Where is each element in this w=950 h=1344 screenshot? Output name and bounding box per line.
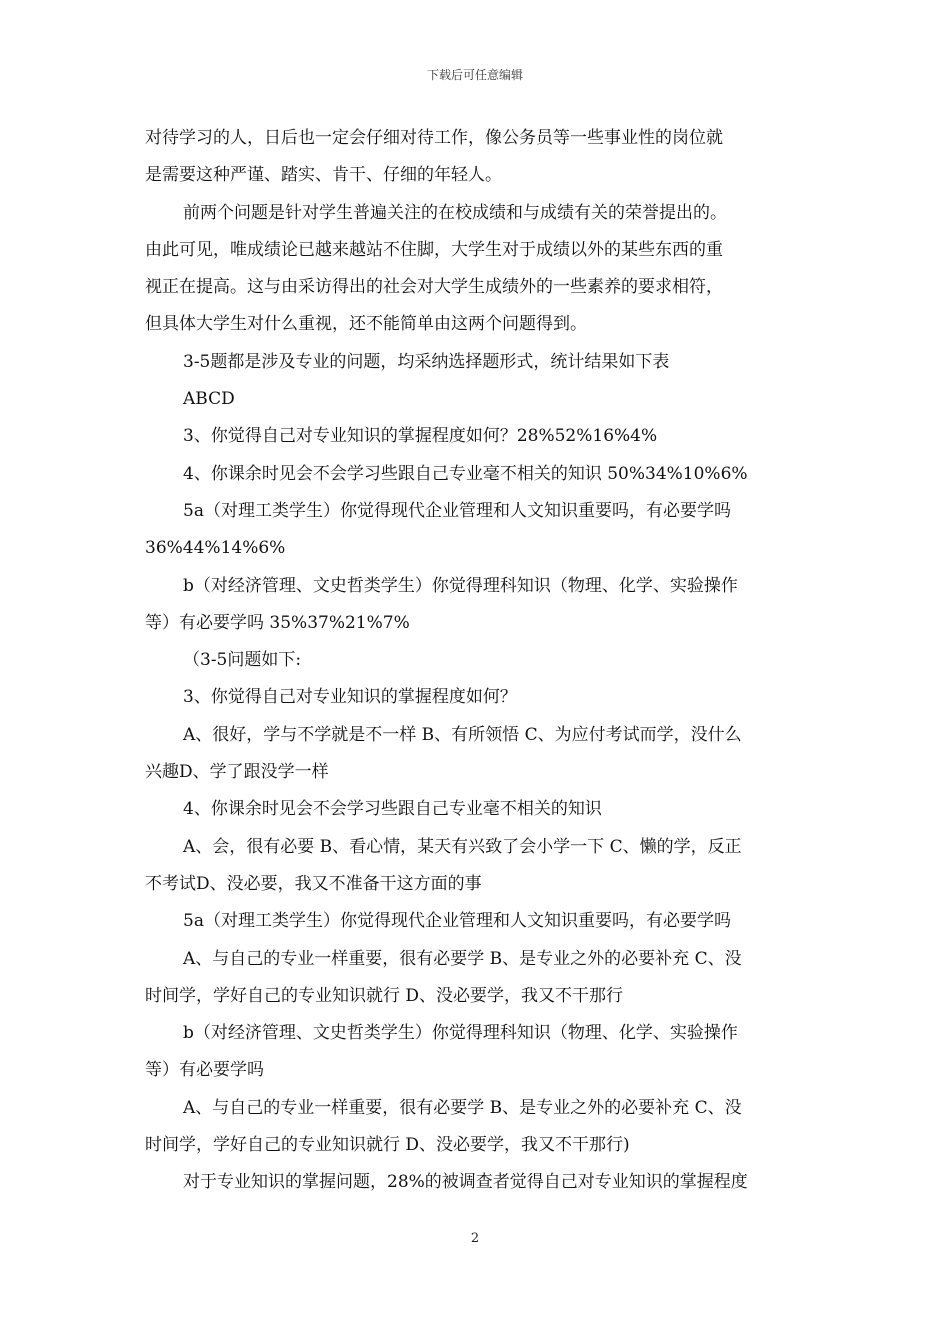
text-line: 由此可见，唯成绩论已越来越站不住脚，大学生对于成绩以外的某些东西的重 — [145, 239, 723, 260]
text-line: 视正在提高。这与由采访得出的社会对大学生成绩外的一些素养的要求相符， — [145, 277, 723, 298]
text-line: 是需要这种严谨、踏实、肯干、仔细的年轻人。 — [145, 165, 502, 186]
page-header: 下载后可任意编辑 — [426, 68, 523, 82]
text-line: 兴趣D、学了跟没学一样 — [145, 762, 329, 783]
document-body — [145, 120, 807, 1202]
text-line: （3-5问题如下: — [183, 650, 302, 671]
page-number: 2 — [470, 1231, 480, 1246]
text-line: 不考试D、没必要，我又不准备干这方面的事 — [145, 873, 482, 894]
text-line: 对于专业知识的掌握问题，28%的被调查者觉得自己对专业知识的掌握程度 — [183, 1172, 748, 1193]
text-line: 等）有必要学吗 — [145, 1060, 264, 1081]
text-line: ABCD — [183, 389, 235, 410]
text-line: 4、你课余时见会不会学习些跟自己专业毫不相关的知识 — [183, 799, 602, 820]
text-line: 5a（对理工类学生）你觉得现代企业管理和人文知识重要吗，有必要学吗 — [183, 911, 731, 932]
text-line: b（对经济管理、文史哲类学生）你觉得理科知识（物理、化学、实验操作 — [183, 1023, 738, 1044]
text-line: 等）有必要学吗 35%37%21%7% — [145, 612, 410, 633]
text-line: 3-5题都是涉及专业的问题，均采纳选择题形式，统计结果如下表 — [183, 351, 670, 372]
text-line: A、与自己的专业一样重要，很有必要学 B、是专业之外的必要补充 C、没 — [183, 1097, 742, 1118]
text-line: 4、你课余时见会不会学习些跟自己专业毫不相关的知识 50%34%10%6% — [183, 463, 748, 484]
text-line: 36%44%14%6% — [145, 538, 286, 559]
text-line: b（对经济管理、文史哲类学生）你觉得理科知识（物理、化学、实验操作 — [183, 575, 738, 596]
text-line: 3、你觉得自己对专业知识的掌握程度如何？28%52%16%4% — [183, 426, 658, 447]
text-line: 但具体大学生对什么重视，还不能简单由这两个问题得到。 — [145, 314, 587, 335]
text-line: 前两个问题是针对学生普遍关注的在校成绩和与成绩有关的荣誉提出的。 — [183, 202, 727, 223]
text-line: A、会，很有必要 B、看心情，某天有兴致了会小学一下 C、懒的学，反正 — [183, 836, 742, 857]
text-line: A、很好，学与不学就是不一样 B、有所领悟 C、为应付考试而学，没什么 — [183, 724, 742, 745]
text-line: A、与自己的专业一样重要，很有必要学 B、是专业之外的必要补充 C、没 — [183, 948, 742, 969]
text-line: 对待学习的人，日后也一定会仔细对待工作，像公务员等一些事业性的岗位就 — [145, 128, 723, 148]
text-line: 3、你觉得自己对专业知识的掌握程度如何？ — [183, 687, 517, 708]
text-line: 时间学，学好自己的专业知识就行 D、没必要学，我又不干那行) — [145, 1135, 630, 1156]
text-line: 5a（对理工类学生）你觉得现代企业管理和人文知识重要吗，有必要学吗 — [183, 500, 731, 521]
text-line: 时间学，学好自己的专业知识就行 D、没必要学，我又不干那行 — [145, 985, 624, 1006]
